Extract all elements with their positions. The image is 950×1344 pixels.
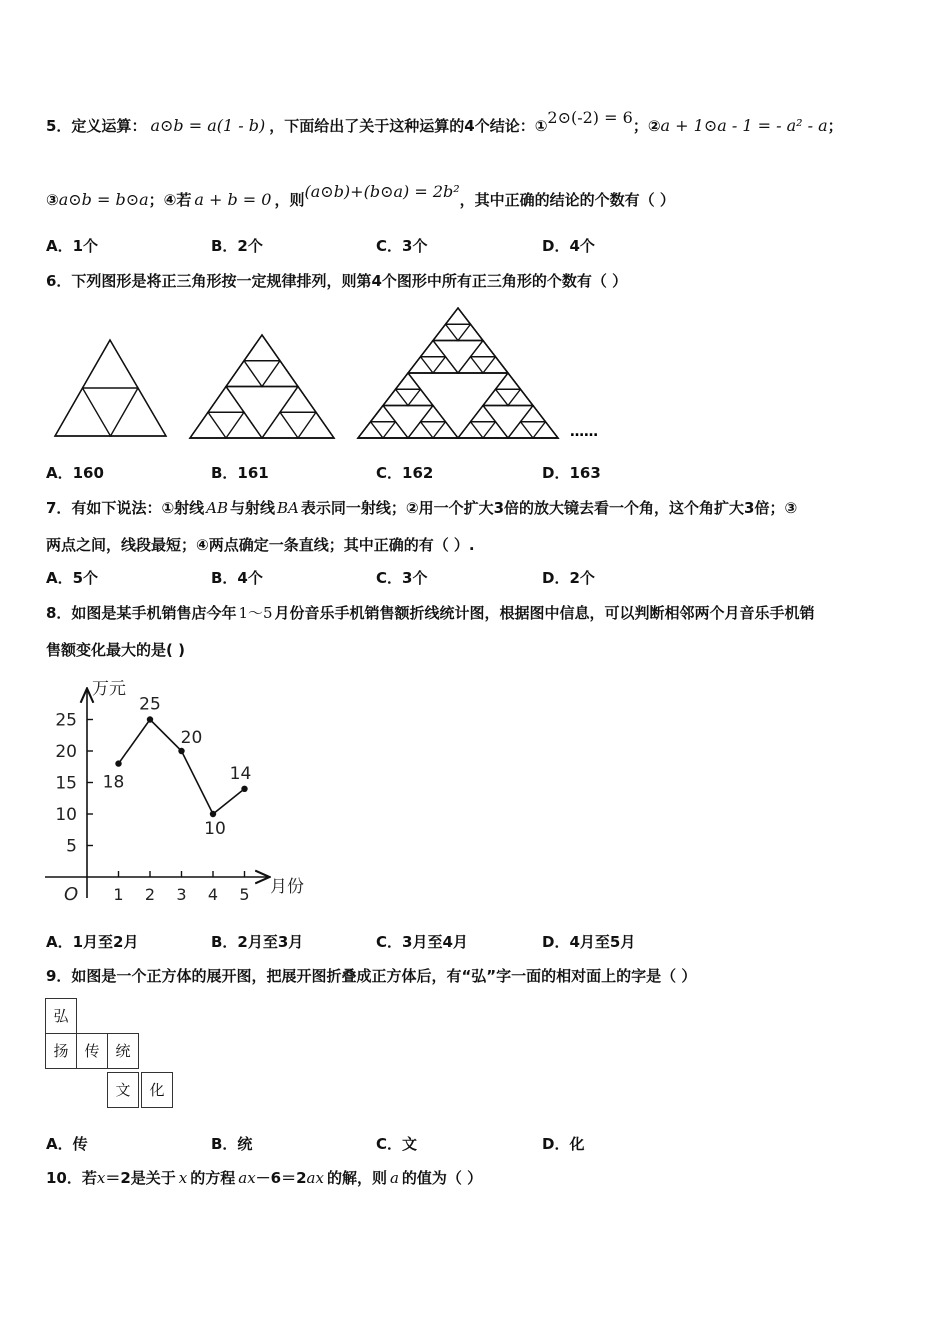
data-label: 25 [139, 694, 161, 715]
x-axis-label: 月份 [270, 877, 304, 897]
q10-eq-2ax: ax [306, 1169, 324, 1187]
y-tick-label: 15 [55, 773, 77, 794]
triangle [533, 422, 558, 438]
q8-text-b: 月份音乐手机销售额折线统计图，根据图中信息，可以判断相邻两个月音乐手机销 [274, 604, 815, 622]
data-point [115, 760, 121, 766]
q8-text-a: 8．如图是某手机销售店今年 [46, 604, 237, 622]
cube-face-tong: 统 [107, 1033, 139, 1069]
triangle [433, 357, 458, 373]
q7-line2: 两点之间，线段最短；④两点确定一条直线；其中正确的有（ ）. [46, 536, 475, 554]
triangle [111, 388, 167, 436]
q5-text5: ，则 [274, 191, 305, 209]
x-tick-label: 1 [113, 885, 124, 904]
triangle [408, 422, 433, 438]
q5-c3-prefix: ③ [46, 191, 59, 209]
q5-text1: ，下面给出了关于这种运算的4个结论：① [269, 117, 548, 135]
triangle [298, 412, 334, 438]
cube-face-yang: 扬 [45, 1033, 77, 1069]
triangle [262, 361, 298, 387]
origin-label: O [64, 884, 79, 905]
q9-cube-net [45, 998, 180, 1113]
q8-line1 [46, 603, 815, 623]
q5-option-a[interactable]: A．1个 [46, 237, 99, 255]
q5-text2: ；② [632, 117, 661, 135]
triangle [421, 341, 446, 357]
q5-option-c[interactable]: C．3个 [376, 237, 428, 255]
data-point [178, 748, 184, 754]
cube-face-chuan: 传 [76, 1033, 108, 1069]
triangle [496, 373, 521, 389]
q9-option-c[interactable]: C．文 [376, 1135, 418, 1153]
data-point [147, 716, 153, 722]
q5-conclusion-4-condition: a + b = 0 [194, 190, 272, 209]
q6-option-b[interactable]: B．161 [211, 464, 269, 482]
q10-var-x: x [96, 1169, 106, 1187]
q8-option-b[interactable]: B．2月至3月 [211, 933, 304, 951]
triangle [244, 335, 280, 361]
triangle [433, 324, 458, 340]
q6-triangle-figures [0, 300, 950, 450]
q10-var-x-2: x [178, 1169, 188, 1187]
q8-option-a[interactable]: A．1月至2月 [46, 933, 139, 951]
q7-option-b[interactable]: B．4个 [211, 569, 263, 587]
q5-line1 [46, 108, 843, 136]
triangle [396, 373, 421, 389]
triangle [358, 422, 383, 438]
q6-option-a[interactable]: A．160 [46, 464, 104, 482]
q5-conclusion-3: a⊙b = b⊙a [58, 190, 149, 209]
x-tick-label: 4 [207, 885, 219, 904]
triangle [55, 388, 111, 436]
cube-face-hua: 化 [141, 1072, 173, 1108]
q6-option-c[interactable]: C．162 [376, 464, 434, 482]
q6-text: 6．下列图形是将正三角形按一定规律排列，则第4个图形中所有正三角形的个数有（ ） [46, 272, 628, 290]
q8-line-chart [40, 672, 320, 912]
triangle [83, 340, 139, 388]
q7-text-a: 7．有如下说法：①射线 [46, 499, 205, 517]
y-axis-label: 万元 [92, 679, 126, 699]
q7-option-d[interactable]: D．2个 [542, 569, 595, 587]
cube-face-wen: 文 [107, 1072, 139, 1108]
triangle [208, 387, 244, 413]
data-label: 10 [204, 819, 226, 839]
triangle [483, 422, 508, 438]
cube-face-hong: 弘 [45, 998, 77, 1034]
q8-month-range: 1～5 [238, 604, 273, 622]
q8-line2: 售额变化最大的是( ) [46, 641, 185, 659]
q5-conclusion-1: 2⊙(-2) = 6 [547, 108, 633, 127]
q10-eq-ax: ax [238, 1169, 256, 1187]
q5-definition: a⊙b = a(1 - b) [150, 116, 266, 135]
data-point [210, 811, 216, 817]
triangle [446, 308, 471, 324]
q5-option-b[interactable]: B．2个 [211, 237, 263, 255]
q6-ellipsis: …… [570, 424, 598, 440]
triangle [383, 422, 408, 438]
triangle [408, 389, 433, 405]
y-tick-label: 5 [66, 836, 77, 857]
q5-label: 5．定义运算： [46, 117, 147, 135]
q5-text3: ； [827, 117, 843, 135]
triangle [371, 406, 396, 422]
q7-line1 [46, 498, 797, 518]
triangle [471, 406, 496, 422]
y-tick-label: 25 [55, 710, 77, 731]
triangle [433, 422, 458, 438]
q5-text6: ，其中正确的结论的个数有（ ） [459, 191, 675, 209]
data-label: 14 [229, 763, 252, 784]
triangle [458, 422, 483, 438]
q5-conclusion-4: (a⊙b)+(b⊙a) = 2b² [304, 182, 460, 201]
triangle [226, 412, 262, 438]
q10-text-a: 10．若 [46, 1169, 97, 1187]
q8-option-c[interactable]: C．3月至4月 [376, 933, 468, 951]
q9-option-d[interactable]: D．化 [542, 1135, 585, 1153]
triangle [262, 412, 298, 438]
triangle [458, 357, 483, 373]
triangle [508, 422, 533, 438]
x-tick-label: 5 [239, 885, 250, 904]
x-tick-label: 3 [176, 885, 187, 904]
y-tick-label: 10 [55, 805, 77, 825]
q10-text-e: 的解，则 [326, 1169, 387, 1187]
q5-line2 [46, 182, 675, 210]
triangle [190, 412, 226, 438]
triangle [226, 361, 262, 387]
triangle [508, 389, 533, 405]
triangle [421, 406, 446, 422]
q10-text-f: 的值为（ ） [401, 1169, 483, 1187]
triangle [483, 357, 508, 373]
q10-text-b: ＝2是关于 [105, 1169, 176, 1187]
triangle [521, 406, 546, 422]
q10-var-a: a [389, 1169, 399, 1187]
q7-ray-ba: BA [277, 499, 299, 517]
q6-option-d[interactable]: D．163 [542, 464, 601, 482]
q9-text: 9．如图是一个正方体的展开图，把展开图折叠成正方体后，有“弘”字一面的相对面上的字是（ ） [46, 967, 697, 985]
q9-option-b[interactable]: B．统 [211, 1135, 253, 1153]
triangle [408, 357, 433, 373]
q5-conclusion-2: a + 1⊙a - 1 = - a² - a [660, 116, 828, 135]
x-tick-label: 2 [144, 885, 156, 904]
q10-text-d: －6＝2 [255, 1169, 307, 1187]
triangle [483, 389, 508, 405]
q7-ray-ab: AB [206, 499, 228, 517]
y-tick-label: 20 [55, 742, 77, 762]
q7-text-b: 与射线 [230, 499, 276, 517]
data-label: 20 [180, 728, 203, 748]
data-point [241, 786, 247, 792]
q9-option-a[interactable]: A．传 [46, 1135, 88, 1153]
q5-text4: ；④若 [148, 191, 192, 209]
triangle [280, 387, 316, 413]
q8-option-d[interactable]: D．4月至5月 [542, 933, 636, 951]
triangle [383, 389, 408, 405]
triangle [458, 324, 483, 340]
q7-option-a[interactable]: A．5个 [46, 569, 99, 587]
q10-text-c: 的方程 [190, 1169, 236, 1187]
q10-text [46, 1168, 482, 1188]
triangle [471, 341, 496, 357]
q5-option-d[interactable]: D．4个 [542, 237, 595, 255]
q7-text-c: 表示同一射线；②用一个扩大3倍的放大镜去看一个角，这个角扩大3倍；③ [300, 499, 798, 517]
data-label: 18 [102, 772, 125, 793]
q7-option-c[interactable]: C．3个 [376, 569, 428, 587]
